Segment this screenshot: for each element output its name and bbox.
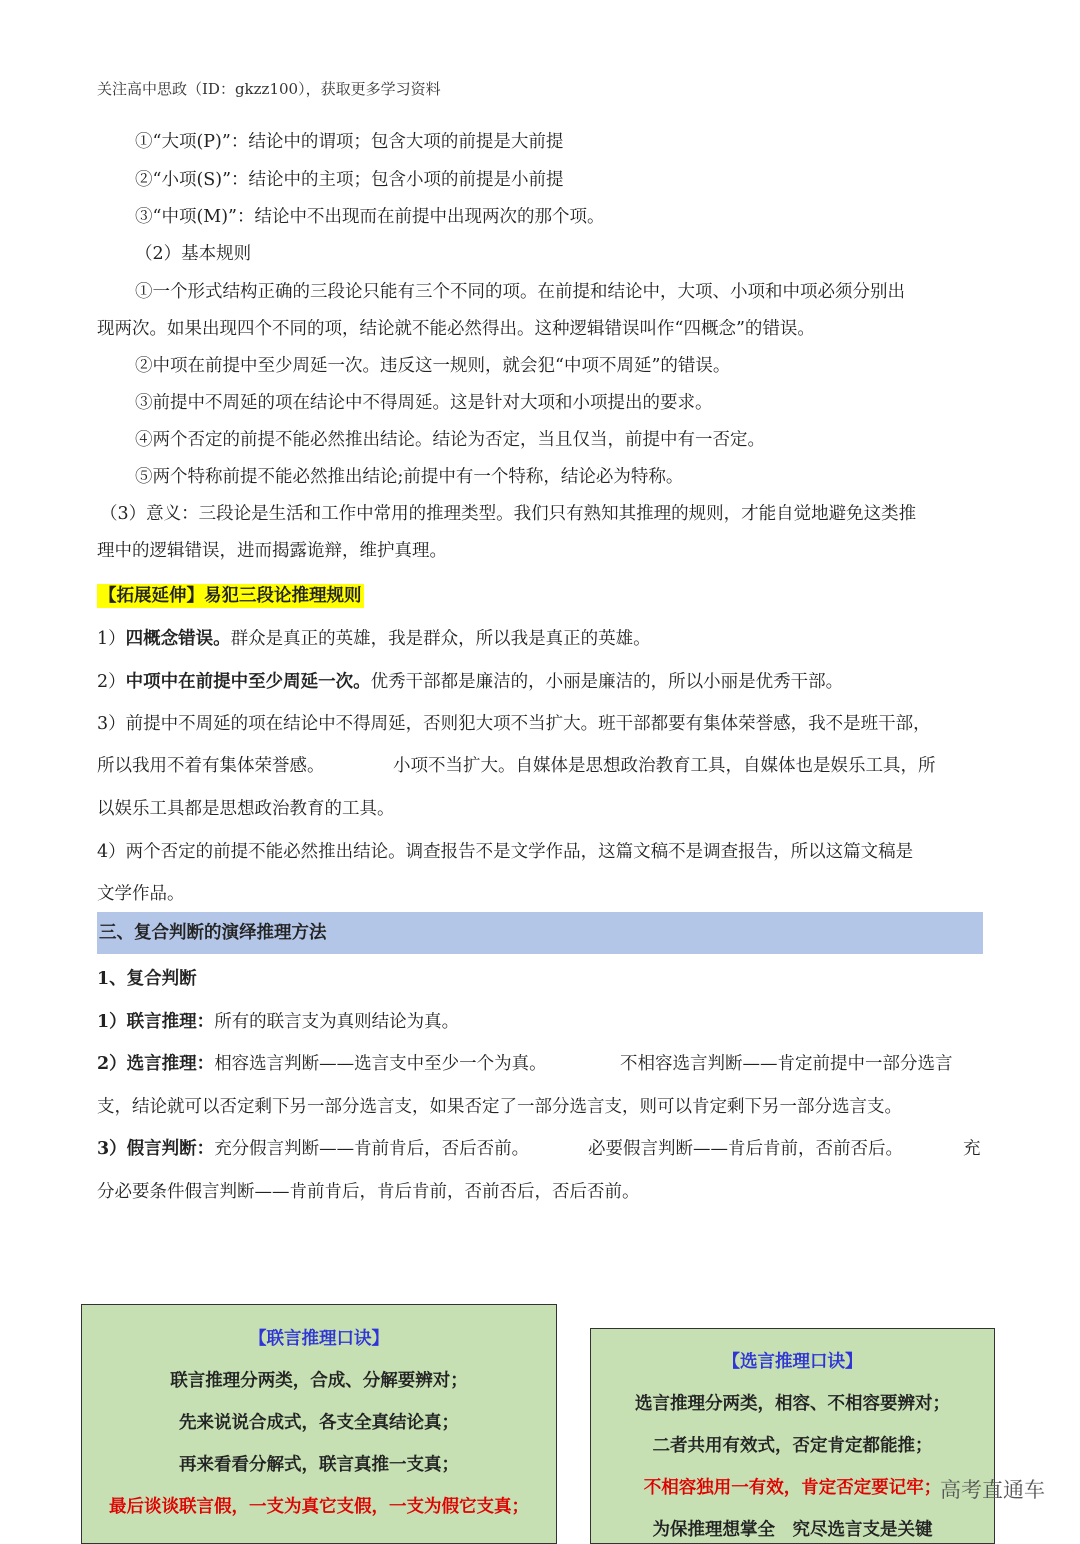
compound-item-2-text-b: 不相容选言判断——肯定前提中一部分选言 <box>620 1054 953 1074</box>
compound-item-3-line-2: 分必要条件假言判断——肯前肯后，肯后肯前，否前否后，否后否前。 <box>97 1182 640 1202</box>
extension-title <box>97 582 364 607</box>
rules-heading: （2）基本规则 <box>135 244 252 264</box>
ext-item-1-text: 群众是真正的英雄，我是群众，所以我是真正的英雄。 <box>230 629 651 649</box>
box-left-line-2: 先来说说合成式，各支全真结论真； <box>179 1413 459 1433</box>
watermark: 高考直通车 <box>940 1478 1045 1502</box>
compound-item-3-bold: 3）假言判断： <box>97 1139 215 1159</box>
compound-item-1-text: 所有的联言支为真则结论为真。 <box>214 1012 460 1032</box>
compound-item-2 <box>97 1050 547 1075</box>
box-right-line-2: 二者共用有效式，否定肯定都能推； <box>652 1436 933 1456</box>
meaning-line-2: 理中的逻辑错误，进而揭露诡辩，维护真理。 <box>97 541 447 561</box>
compound-item-3-text-a: 充分假言判断——肯前肯后，否后否前。 <box>214 1139 530 1159</box>
rule-5: ⑤两个特称前提不能必然推出结论;前提中有一个特称，结论必为特称。 <box>135 467 684 487</box>
box-right-line-1: 选言推理分两类，相容、不相容要辨对； <box>635 1394 950 1414</box>
ext-item-4-line-2: 文学作品。 <box>97 884 185 904</box>
ext-item-2-bold: 中项中在前提中至少周延一次。 <box>125 672 371 692</box>
ext-item-3-line-1: 3）前提中不周延的项在结论中不得周延，否则犯大项不当扩大。班干部都要有集体荣誉感，我不是班干部， <box>97 714 931 734</box>
compound-item-3-text-b: 必要假言判断——肯后肯前，否前否后。 <box>588 1139 903 1159</box>
box-right-line-3: 不相容独用一有效，肯定否定要记牢； <box>643 1478 942 1498</box>
ext-item-3-line-2b: 小项不当扩大。自媒体是思想政治教育工具，自媒体也是娱乐工具，所 <box>393 756 936 776</box>
compound-item-1 <box>97 1008 459 1033</box>
rule-3: ③前提中不周延的项在结论中不得周延。这是针对大项和小项提出的要求。 <box>135 393 713 413</box>
disjunctive-mnemonic-box <box>590 1328 995 1544</box>
rule-1-line-2: 现两次。如果出现四个不同的项，结论就不能必然得出。这种逻辑错误叫作“四概念”的错误。 <box>97 319 815 339</box>
conjunctive-mnemonic-box <box>81 1304 557 1544</box>
term-middle: ③“中项(M)”：结论中不出现而在前提中出现两次的那个项。 <box>135 207 605 227</box>
compound-item-2-line-2: 支，结论就可以否定剩下另一部分选言支，如果否定了一部分选言支，则可以肯定剩下另一部分选言支。 <box>97 1097 902 1117</box>
ext-item-3-line-3: 以娱乐工具都是思想政治教育的工具。 <box>97 799 395 819</box>
rule-1-line-1: ①一个形式结构正确的三段论只能有三个不同的项。在前提和结论中，大项、小项和中项必须分别出 <box>135 282 905 302</box>
ext-item-4-line-1: 4）两个否定的前提不能必然推出结论。调查报告不是文学作品，这篇文稿不是调查报告，所以这篇文稿是 <box>97 842 914 862</box>
compound-heading: 1、复合判断 <box>97 969 197 989</box>
box-left-line-4: 最后谈谈联言假，一支为真它支假，一支为假它支真； <box>109 1497 529 1517</box>
ext-item-1-num: 1） <box>97 629 126 649</box>
box-right-line-4: 为保推理想掌全 究尽选言支是关键 <box>652 1520 933 1540</box>
ext-item-2 <box>97 668 843 693</box>
compound-item-3-text-c: 充 <box>963 1139 981 1159</box>
rule-2: ②中项在前提中至少周延一次。违反这一规则，就会犯“中项不周延”的错误。 <box>135 356 731 376</box>
ext-item-1-bold: 四概念错误。 <box>125 629 231 649</box>
rule-4: ④两个否定的前提不能必然推出结论。结论为否定，当且仅当，前提中有一否定。 <box>135 430 765 450</box>
compound-item-2-bold: 2）选言推理： <box>97 1054 215 1074</box>
compound-item-1-bold: 1）联言推理： <box>97 1012 215 1032</box>
term-minor: ②“小项(S)”：结论中的主项；包含小项的前提是小前提 <box>135 170 564 190</box>
compound-item-3 <box>97 1135 529 1160</box>
ext-item-1 <box>97 625 651 650</box>
section-3-title: 三、复合判断的演绎推理方法 <box>97 912 983 954</box>
ext-item-2-num: 2） <box>97 672 126 692</box>
ext-item-2-text: 优秀干部都是廉洁的，小丽是廉洁的，所以小丽是优秀干部。 <box>370 672 844 692</box>
compound-item-2-text-a: 相容选言判断——选言支中至少一个为真。 <box>214 1054 547 1074</box>
box-left-line-1: 联言推理分两类，合成、分解要辨对； <box>170 1371 468 1391</box>
term-major: ①“大项(P)”：结论中的谓项；包含大项的前提是大前提 <box>135 132 564 152</box>
extension-title-text: 【拓展延伸】易犯三段论推理规则 <box>99 586 362 606</box>
box-left-line-3: 再来看看分解式，联言真推一支真； <box>179 1455 459 1475</box>
box-right-title: 【选言推理口诀】 <box>722 1352 863 1372</box>
meaning-line-1: （3）意义：三段论是生活和工作中常用的推理类型。我们只有熟知其推理的规则，才能自觉地避免这类推 <box>100 504 917 524</box>
header-note: 关注高中思政（ID：gkzz100），获取更多学习资料 <box>97 80 441 98</box>
ext-item-3-line-2a: 所以我用不着有集体荣誉感。 <box>97 756 325 776</box>
box-left-title: 【联言推理口诀】 <box>249 1329 389 1349</box>
